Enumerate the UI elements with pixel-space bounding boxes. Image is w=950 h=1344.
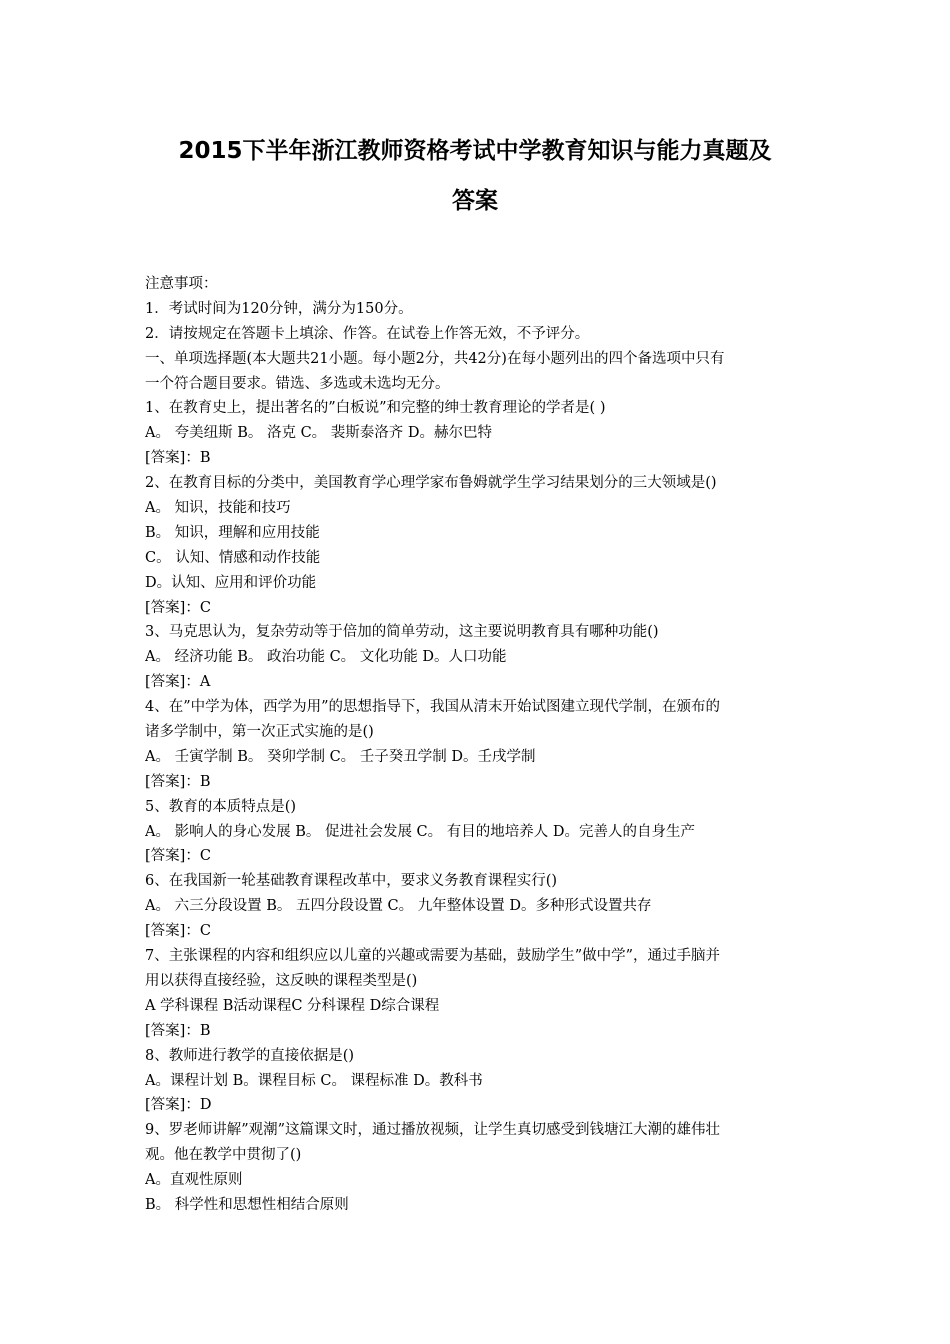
document-body (145, 272, 813, 1218)
text-line: [答案]：C (145, 923, 211, 940)
text-line: 诸多学制中，第一次正式实施的是() (145, 724, 374, 741)
document-title-line-1: 2015下半年浙江教师资格考试中学教育知识与能力真题及 (178, 138, 772, 164)
text-line: A。 经济功能 B。 政治功能 C。 文化功能 D。人口功能 (145, 649, 507, 666)
text-line: A。直观性原则 (145, 1172, 243, 1189)
text-line: [答案]：C (145, 848, 211, 865)
text-line: [答案]：D (145, 1097, 212, 1114)
text-line: 观。他在教学中贯彻了() (145, 1147, 302, 1164)
text-line: C。 认知、情感和动作技能 (145, 549, 321, 566)
text-line: [答案]：C (145, 599, 211, 616)
text-line: 2、在教育目标的分类中，美国教育学心理学家布鲁姆就学生学习结果划分的三大领域是() (145, 475, 717, 492)
text-line: A。 知识，技能和技巧 (145, 500, 291, 517)
text-line: [答案]：B (145, 1022, 211, 1039)
text-line: 用以获得直接经验，这反映的课程类型是() (145, 972, 418, 989)
text-line: 6、在我国新一轮基础教育课程改革中，要求义务教育课程实行() (145, 873, 558, 890)
text-line: 9、罗老师讲解”观潮”这篇课文时，通过播放视频，让学生真切感受到钱塘江大潮的雄伟壮 (145, 1122, 721, 1139)
text-line: [答案]：B (145, 773, 211, 790)
text-line: [答案]：B (145, 450, 211, 467)
text-line: A。 夸美纽斯 B。 洛克 C。 裴斯泰洛齐 D。赫尔巴特 (145, 425, 492, 442)
text-line: A。 壬寅学制 B。 癸卯学制 C。 壬子癸丑学制 D。壬戌学制 (145, 748, 536, 765)
text-line: 2．请按规定在答题卡上填涂、作答。在试卷上作答无效，不予评分。 (145, 325, 590, 342)
text-line: 1．考试时间为120分钟，满分为150分。 (145, 300, 413, 317)
text-line: B。 知识，理解和应用技能 (145, 524, 320, 541)
text-line: 注意事项： (145, 276, 218, 292)
text-line: 一、单项选择题(本大题共21小题。每小题2分，共42分)在每小题列出的四个备选项中只有 (145, 350, 725, 367)
text-line: A。 影响人的身心发展 B。 促进社会发展 C。 有目的地培养人 D。完善人的自身生产 (145, 823, 695, 840)
text-line: 7、主张课程的内容和组织应以儿童的兴趣或需要为基础，鼓励学生”做中学”，通过手脑并 (145, 948, 721, 965)
text-line: 1、在教育史上，提出著名的”白板说”和完整的绅士教育理论的学者是( ) (145, 400, 606, 417)
text-line: A。课程计划 B。课程目标 C。 课程标准 D。教科书 (145, 1072, 483, 1089)
text-line: D。认知、应用和评价功能 (145, 574, 317, 591)
text-line: B。 科学性和思想性相结合原则 (145, 1196, 349, 1213)
text-line: 4、在”中学为体，西学为用”的思想指导下，我国从清末开始试图建立现代学制，在颁布的 (145, 699, 721, 716)
document-title-line-2: 答案 (452, 188, 498, 214)
text-line: 一个符合题目要求。错选、多选或未选均无分。 (145, 375, 450, 392)
text-line: A 学科课程 B活动课程C 分科课程 D综合课程 (145, 997, 440, 1014)
text-line: 3、马克思认为，复杂劳动等于倍加的简单劳动，这主要说明教育具有哪种功能() (145, 624, 659, 641)
text-line: [答案]：A (145, 674, 211, 691)
text-line: A。 六三分段设置 B。 五四分段设置 C。 九年整体设置 D。多种形式设置共存 (145, 898, 652, 915)
text-line: 8、教师进行教学的直接依据是() (145, 1047, 355, 1064)
text-line: 5、教育的本质特点是() (145, 798, 297, 815)
